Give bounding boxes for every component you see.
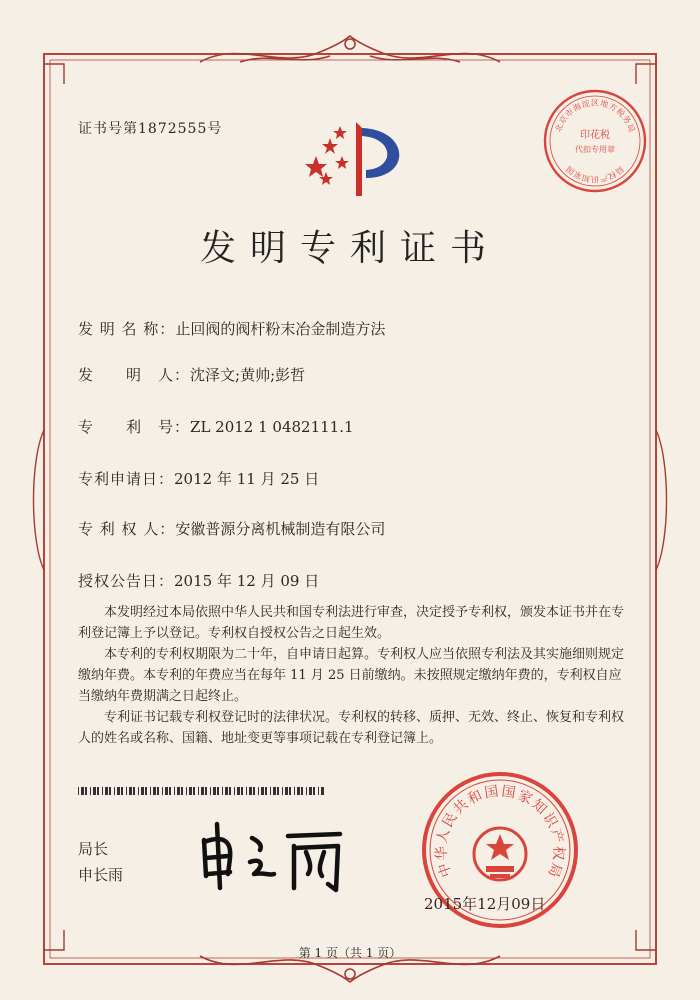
barcode-bar xyxy=(78,787,79,795)
field-value: 沈泽文;黄帅;彭哲 xyxy=(190,366,306,384)
barcode-bar xyxy=(309,787,312,795)
barcode-bar xyxy=(217,787,219,795)
barcode-bar xyxy=(294,787,295,795)
certificate-title: 发明专利证书 xyxy=(199,228,500,269)
stamp-ring-char: 方 xyxy=(607,101,619,114)
stamp-ring-char: 务 xyxy=(620,113,633,126)
barcode-bar xyxy=(177,787,180,795)
barcode-bar xyxy=(201,787,204,795)
barcode-bar xyxy=(97,787,99,795)
stamp-ring-char: 海 xyxy=(571,101,583,114)
field-label: 专 利 权 人： xyxy=(78,520,176,538)
seal-ring-char: 知 xyxy=(528,796,550,818)
barcode-bar xyxy=(313,787,315,795)
barcode-bar xyxy=(225,787,228,795)
barcode-bar xyxy=(261,787,264,795)
barcode-bar xyxy=(165,787,168,795)
field-label: 专 利 号： xyxy=(78,418,191,436)
seal-ring-char: 人 xyxy=(434,827,454,845)
stamp-bottom-char: 国 xyxy=(564,164,577,177)
barcode-bar xyxy=(210,787,211,795)
handwritten-signature xyxy=(190,818,360,896)
barcode-bar xyxy=(297,787,300,795)
barcode-bar xyxy=(289,787,291,795)
seal-ring-char: 和 xyxy=(465,787,485,808)
stamp-bottom-char: 局 xyxy=(613,164,626,177)
field-label: 授权公告日： xyxy=(78,572,175,590)
paragraph: 专利证书记载专利权登记时的法律状况。专利权的转移、质押、无效、终止、恢复和专利权人的姓名或名称、国籍、地址变更等事项记载在专利登记簿上。 xyxy=(78,710,625,746)
barcode-bar xyxy=(205,787,207,795)
stamp-bottom-char: 识 xyxy=(591,174,599,184)
barcode-bar xyxy=(321,787,324,795)
barcode-bar xyxy=(141,787,144,795)
tax-stamp-seal xyxy=(540,86,650,196)
field-value: 止回阀的阀杆粉末冶金制造方法 xyxy=(175,320,386,338)
barcode-bar xyxy=(105,787,108,795)
barcode xyxy=(78,787,324,795)
barcode-bar xyxy=(181,787,183,795)
barcode-bar xyxy=(198,787,199,795)
field-patent-number xyxy=(78,416,354,437)
barcode-bar xyxy=(114,787,115,795)
page-number: 第 1 页（共 1 页） xyxy=(298,946,402,960)
stamp-ring-char: 市 xyxy=(563,106,576,119)
barcode-bar xyxy=(150,787,151,795)
barcode-bar xyxy=(174,787,175,795)
national-emblem-icon xyxy=(474,828,526,880)
field-value: 2015 年 12 月 09 日 xyxy=(174,572,320,590)
field-application-date xyxy=(78,468,319,489)
barcode-bar xyxy=(133,787,135,795)
certificate-body xyxy=(78,602,628,749)
barcode-bar xyxy=(306,787,307,795)
barcode-bar xyxy=(157,787,159,795)
field-patentee xyxy=(78,518,385,539)
stamp-ring-char: 北 xyxy=(553,122,565,134)
barcode-bar xyxy=(237,787,240,795)
barcode-bar xyxy=(282,787,283,795)
barcode-bar xyxy=(121,787,123,795)
field-value: 安徽普源分离机械制造有限公司 xyxy=(175,520,386,538)
seal-ring-char: 共 xyxy=(450,796,472,818)
barcode-bar xyxy=(234,787,235,795)
stamp-center-line2: 代扣专用章 xyxy=(575,145,615,154)
field-label: 发 明 人： xyxy=(78,366,191,384)
barcode-bar xyxy=(162,787,163,795)
barcode-bar xyxy=(265,787,267,795)
signatory-name: 申长雨 xyxy=(78,866,124,884)
stamp-center-line1: 印花税 xyxy=(580,130,610,141)
barcode-bar xyxy=(246,787,247,795)
stamp-bottom-char: 家 xyxy=(572,169,584,181)
barcode-bar xyxy=(229,787,231,795)
barcode-bar xyxy=(301,787,303,795)
barcode-bar xyxy=(189,787,192,795)
stamp-bottom-char: 产 xyxy=(598,172,609,184)
barcode-bar xyxy=(273,787,276,795)
seal-ring-char: 家 xyxy=(515,787,535,808)
stamp-bottom-char: 权 xyxy=(606,169,618,181)
barcode-bar xyxy=(277,787,279,795)
field-value: ZL 2012 1 0482111.1 xyxy=(190,418,354,436)
seal-ring-char: 中 xyxy=(435,860,456,880)
field-label: 发 明 名 称： xyxy=(78,320,176,338)
barcode-bar xyxy=(138,787,139,795)
stamp-bottom-char: 知 xyxy=(581,172,592,184)
top-ornament xyxy=(200,36,500,62)
seal-ring-char: 民 xyxy=(439,810,461,831)
barcode-bar xyxy=(285,787,288,795)
field-label: 专利申请日： xyxy=(78,470,175,488)
barcode-bar xyxy=(213,787,216,795)
paragraph: 本发明经过本局依照中华人民共和国专利法进行审查，决定授予专利权，颁发本证书并在专利登记簿上予以登记。专利权自授权公告之日起生效。 xyxy=(78,605,625,641)
barcode-bar xyxy=(270,787,271,795)
field-grant-date xyxy=(78,570,319,591)
seal-ring-char: 产 xyxy=(546,827,566,845)
seal-ring-char: 权 xyxy=(549,845,567,861)
stamp-ring-char: 局 xyxy=(625,122,637,134)
barcode-bar xyxy=(117,787,120,795)
barcode-bar xyxy=(93,787,96,795)
barcode-bar xyxy=(145,787,147,795)
barcode-bar xyxy=(249,787,252,795)
stamp-ring-char: 地 xyxy=(599,98,610,110)
stamp-ring-char: 淀 xyxy=(580,98,591,110)
barcode-bar xyxy=(90,787,91,795)
barcode-bar xyxy=(241,787,243,795)
barcode-bar xyxy=(169,787,171,795)
certificate-number: 证书号第1872555号 xyxy=(78,121,223,137)
barcode-bar xyxy=(85,787,87,795)
cnipa-logo-icon xyxy=(300,112,418,198)
field-inventors xyxy=(78,364,305,385)
paragraph: 本专利的专利权期限为二十年，自申请日起算。专利权人应当依照专利法及其实施细则规定缴纳年费。本专利的年费应当在每年 11 月 25 日前缴纳。未按照规定缴纳年费的，专利权自应当缴纳年费期满之日起终止。 xyxy=(78,647,625,704)
barcode-bar xyxy=(102,787,103,795)
barcode-bar xyxy=(109,787,111,795)
barcode-bar xyxy=(81,787,84,795)
seal-ring-char: 识 xyxy=(539,810,561,831)
barcode-bar xyxy=(186,787,187,795)
barcode-bar xyxy=(129,787,132,795)
seal-ring-char: 国 xyxy=(500,783,517,802)
seal-date: 2015年12月09日 xyxy=(424,895,546,913)
signatory-title: 局长 xyxy=(78,840,109,858)
stamp-ring-char: 区 xyxy=(591,98,599,108)
barcode-bar xyxy=(193,787,195,795)
seal-ring-char: 国 xyxy=(483,783,500,802)
field-invention-name xyxy=(78,318,385,339)
barcode-bar xyxy=(153,787,156,795)
barcode-bar xyxy=(222,787,223,795)
stamp-ring-char: 税 xyxy=(614,106,627,119)
barcode-bar xyxy=(126,787,127,795)
seal-ring-char: 华 xyxy=(433,845,451,861)
barcode-bar xyxy=(318,787,319,795)
barcode-bar xyxy=(258,787,259,795)
seal-ring-char: 局 xyxy=(544,860,565,880)
field-value: 2012 年 11 月 25 日 xyxy=(174,470,320,488)
barcode-bar xyxy=(253,787,255,795)
stamp-ring-char: 京 xyxy=(557,113,570,126)
